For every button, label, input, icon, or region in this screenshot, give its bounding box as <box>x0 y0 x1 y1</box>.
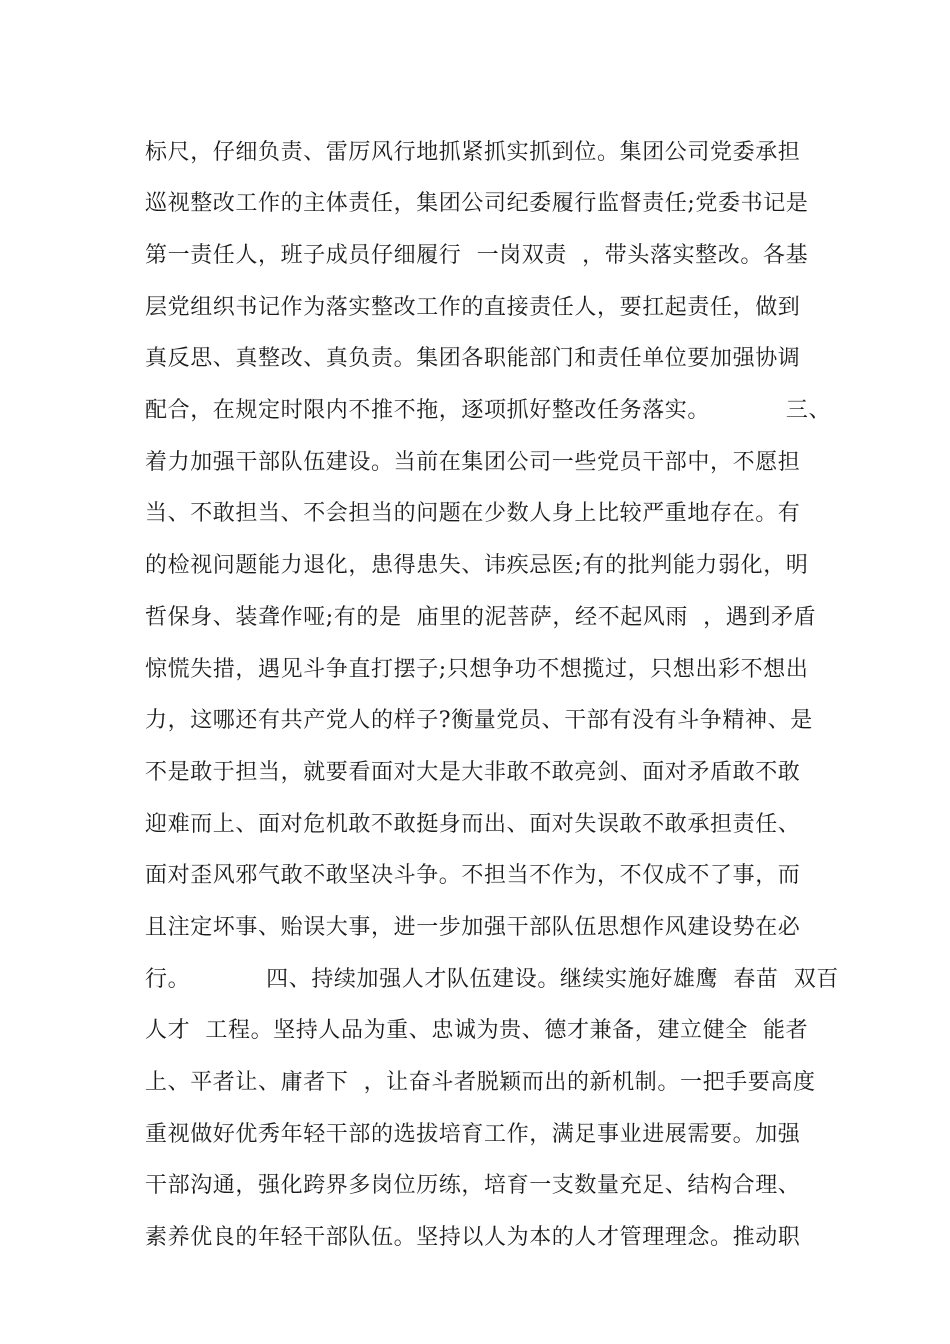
body-text-line: 面对歪风邪气敢不敢坚决斗争。不担当不作为，不仅成不了事，而 <box>145 863 801 888</box>
body-text-line: 哲保身、装聋作哑;有的是 庙里的泥菩萨，经不起风雨 ，遇到矛盾 <box>145 605 817 630</box>
body-text-line: 干部沟通，强化跨界多岗位历练，培育一支数量充足、结构合理、 <box>145 1173 801 1198</box>
body-text-line: 层党组织书记作为落实整改工作的直接责任人，要扛起责任，做到 <box>145 295 801 320</box>
body-text-line: 标尺，仔细负责、雷厉风行地抓紧抓实抓到位。集团公司党委承担 <box>145 140 801 165</box>
body-text-line: 当、不敢担当、不会担当的问题在少数人身上比较严重地存在。有 <box>145 501 801 526</box>
body-text-line: 上、平者让、庸者下 ，让奋斗者脱颖而出的新机制。一把手要高度 <box>145 1070 816 1095</box>
body-text-line: 真反思、真整改、真负责。集团各职能部门和责任单位要加强协调 <box>145 346 801 371</box>
body-text-line: 不是敢于担当，就要看面对大是大非敢不敢亮剑、面对矛盾敢不敢 <box>145 760 801 785</box>
body-text-line: 巡视整改工作的主体责任，集团公司纪委履行监督责任;党委书记是 <box>145 191 809 216</box>
body-text-line: 配合，在规定时限内不推不拖，逐项抓好整改任务落实。 三、 <box>145 398 832 423</box>
body-text-line: 且注定坏事、贻误大事，进一步加强干部队伍思想作风建设势在必 <box>145 915 801 940</box>
body-text-line: 重视做好优秀年轻干部的选拔培育工作，满足事业进展需要。加强 <box>145 1122 801 1147</box>
body-text-line: 人才 工程。坚持人品为重、忠诚为贵、德才兼备，建立健全 能者 <box>145 1018 809 1043</box>
body-text-line: 迎难而上、面对危机敢不敢挺身而出、面对失误敢不敢承担责任、 <box>145 812 801 837</box>
body-text-line: 第一责任人，班子成员仔细履行 一岗双责 ，带头落实整改。各基 <box>145 243 809 268</box>
body-text-line: 惊慌失措，遇见斗争直打摆子;只想争功不想揽过，只想出彩不想出 <box>145 657 809 682</box>
body-text-line: 的检视问题能力退化，患得患失、讳疾忌医;有的批判能力弱化，明 <box>145 553 809 578</box>
body-text-line: 行。 四、持续加强人才队伍建设。继续实施好雄鹰 春苗 双百 <box>145 967 839 992</box>
body-text-line: 素养优良的年轻干部队伍。坚持以人为本的人才管理理念。推动职 <box>145 1225 801 1250</box>
body-text-line: 力，这哪还有共产党人的样子?衡量党员、干部有没有斗争精神、是 <box>145 708 813 733</box>
body-text-line: 着力加强干部队伍建设。当前在集团公司一些党员干部中，不愿担 <box>145 450 801 475</box>
